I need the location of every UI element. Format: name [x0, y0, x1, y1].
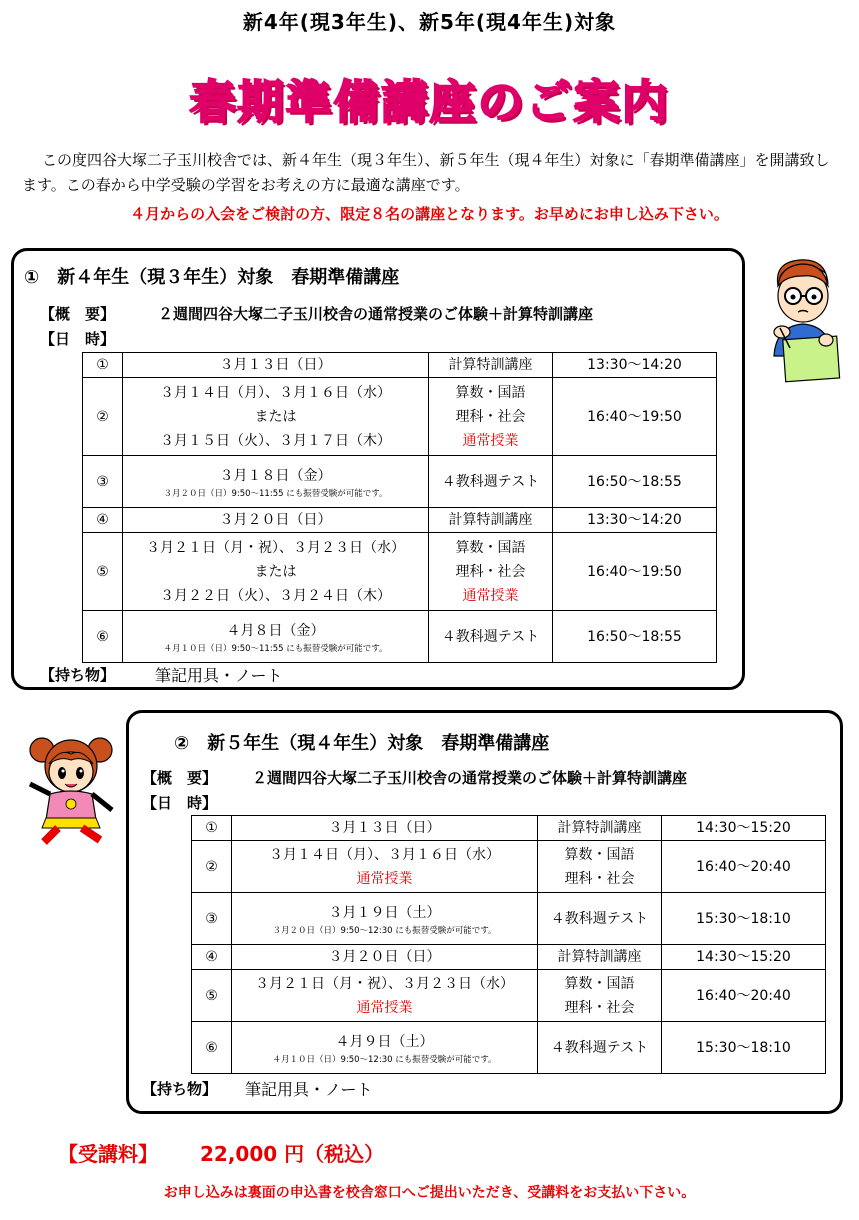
table-row: ⑤ ３月２１日（月・祝）、３月２３日（水） または ３月２２日（火）、３月２４日（木） 算数・国語 理科・社会 通常授業 16:40〜19:50: [83, 533, 717, 611]
table-row: ④ ３月２０日（日） 計算特訓講座 13:30〜14:20: [83, 508, 717, 533]
notice-text: ４月からの入会をご検討の方、限定８名の講座となります。お早めにお申し込み下さい。: [130, 205, 729, 223]
boy-illustration: [760, 256, 846, 386]
subtitle: 新4年(現3年生)、新5年(現4年生)対象: [242, 10, 617, 34]
course-2-overview-label: 【概 要】: [142, 769, 218, 787]
page-title: 春期準備講座のご案内: [189, 75, 670, 129]
course-1-belongings: 筆記用具・ノート: [155, 666, 283, 685]
course-1-belongings-label: 【持ち物】: [40, 666, 116, 684]
table-row: ① ３月１３日（日） 計算特訓講座 14:30〜15:20: [192, 816, 826, 841]
course-2-belongings: 筆記用具・ノート: [245, 1080, 373, 1099]
table-row: ③ ３月１８日（金） ３月２０日（日）9:50〜11:55 にも振替受験が可能です。 ４教科週テスト 16:50〜18:55: [83, 456, 717, 508]
table-row: ② ３月１４日（月）、３月１６日（水） 通常授業 算数・国語 理科・社会 16:40〜20:40: [192, 841, 826, 893]
table-row: ① ３月１３日（日） 計算特訓講座 13:30〜14:20: [83, 353, 717, 378]
table-row: ⑥ ４月８日（金） ４月１０日（日）9:50〜11:55 にも振替受験が可能です。 ４教科週テスト 16:50〜18:55: [83, 611, 717, 663]
course-2-schedule-label: 【日 時】: [142, 794, 218, 812]
course-2-belongings-label: 【持ち物】: [142, 1080, 218, 1098]
course-1-schedule-table: [82, 352, 717, 663]
course-1-schedule-label: 【日 時】: [40, 330, 116, 348]
footer-note: お申し込みは裏面の申込書を校舎窓口へご提出いただき、受講料をお支払い下さい。: [163, 1185, 696, 1201]
course-2-title: ② 新５年生（現４年生）対象 春期準備講座: [174, 733, 550, 754]
table-row: ⑤ ３月２１日（月・祝）、３月２３日（水） 通常授業 算数・国語 理科・社会 16:40〜20:40: [192, 970, 826, 1022]
girl-illustration: [20, 728, 120, 848]
table-row: ④ ３月２０日（日） 計算特訓講座 14:30〜15:20: [192, 945, 826, 970]
course-2-overview: ２週間四谷大塚二子玉川校舎の通常授業のご体験＋計算特訓講座: [252, 769, 688, 787]
course-2-schedule-table: [191, 815, 826, 1074]
course-1-overview: ２週間四谷大塚二子玉川校舎の通常授業のご体験＋計算特訓講座: [158, 305, 594, 323]
course-1-overview-label: 【概 要】: [40, 305, 116, 323]
intro-text: この度四谷大塚二子玉川校舎では、新４年生（現３年生）、新５年生（現４年生）対象に「春期準備講座」を開講致します。この春から中学受験の学習をお考えの方に最適な講座です。: [22, 151, 830, 194]
table-row: ⑥ ４月９日（土） ４月１０日（日）9:50〜12:30 にも振替受験が可能です。 ４教科週テスト 15:30〜18:10: [192, 1022, 826, 1074]
table-row: ③ ３月１９日（土） ３月２０日（日）9:50〜12:30 にも振替受験が可能です。 ４教科週テスト 15:30〜18:10: [192, 893, 826, 945]
table-row: ② ３月１４日（月）、３月１６日（水） または ３月１５日（火）、３月１７日（木） 算数・国語 理科・社会 通常授業 16:40〜19:50: [83, 378, 717, 456]
fee-amount: 22,000 円（税込）: [200, 1142, 385, 1166]
course-1-title: ① 新４年生（現３年生）対象 春期準備講座: [24, 267, 400, 288]
fee-label: 【受講料】: [58, 1142, 158, 1166]
